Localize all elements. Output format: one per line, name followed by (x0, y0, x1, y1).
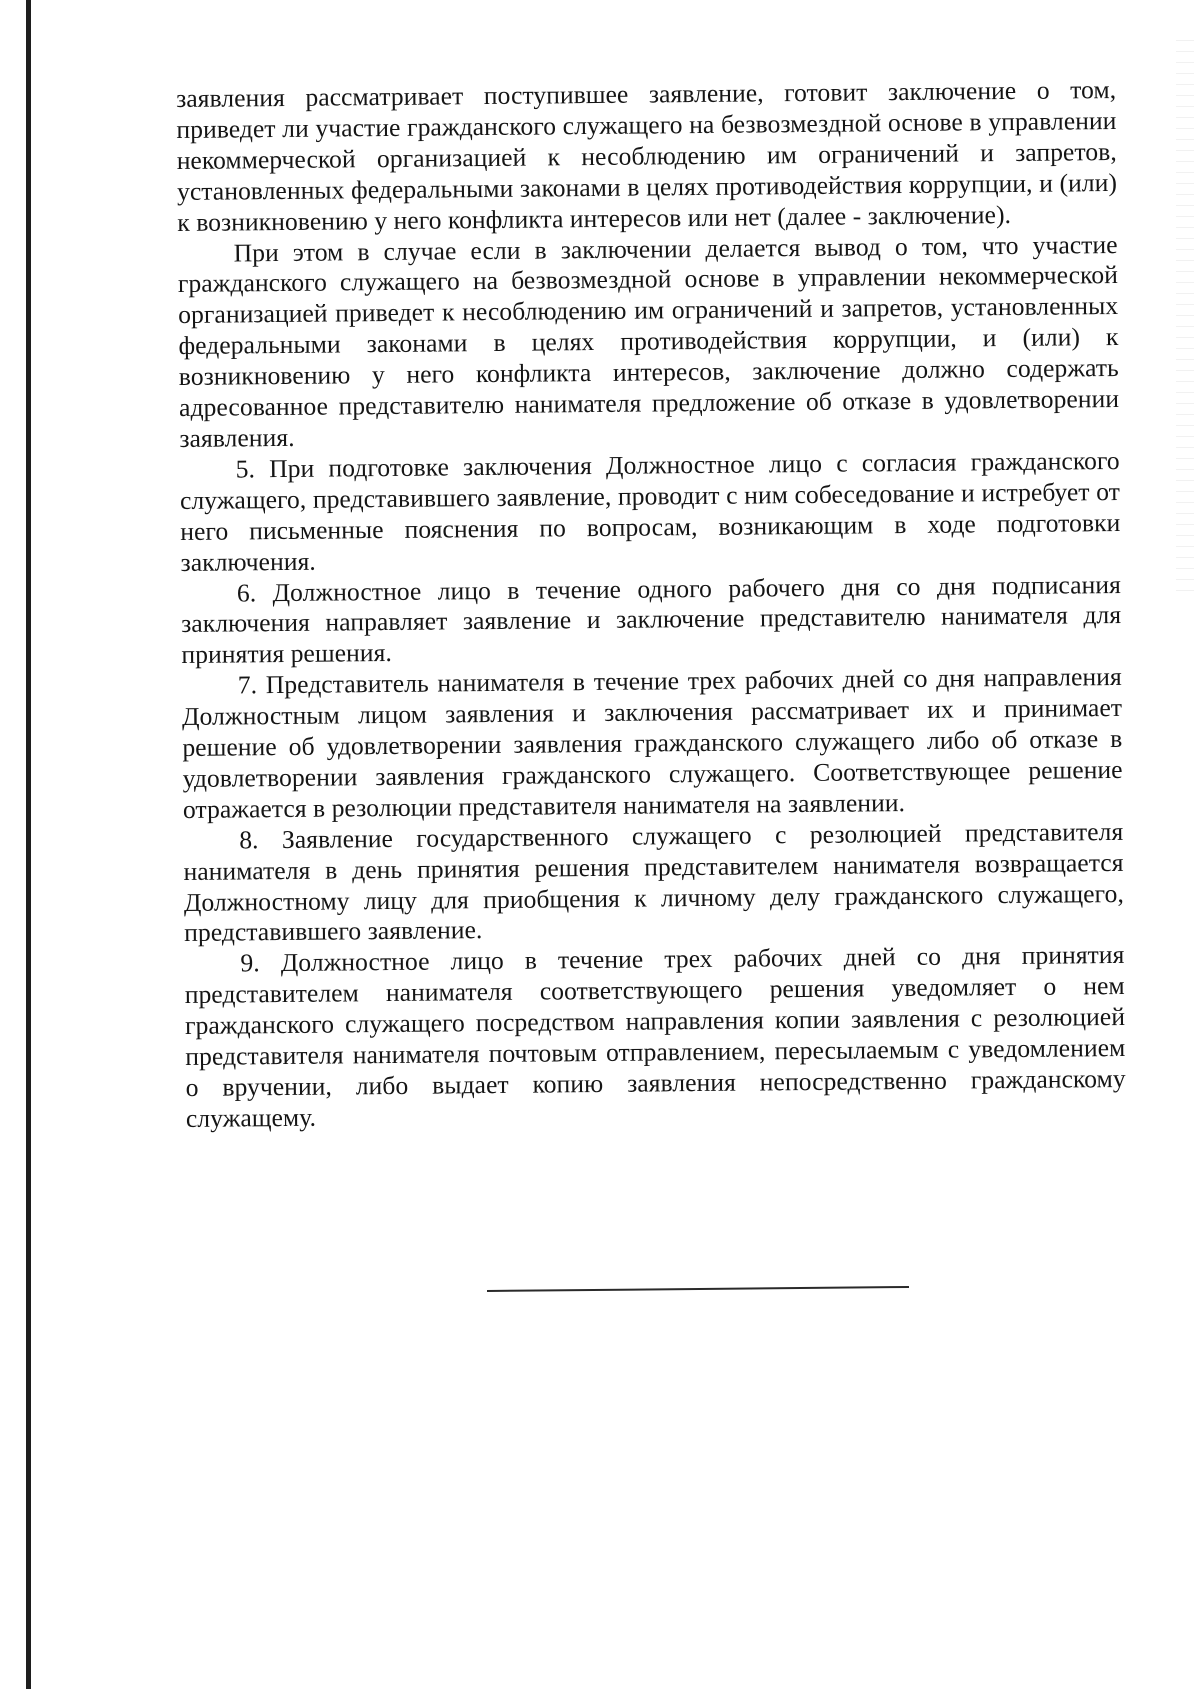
end-rule (487, 1286, 909, 1292)
paragraph-refusal-proposal: При этом в случае если в заключении делается вывод о том, что участие гражданского служащего на безвозмездной основе в управлении некоммерческой организацией приведет к несоблюдению им ограничений и запретов, установленных федеральными законами в целях противодействия коррупции, и (или) к возникновению у него конфликта интересов, заключение должно содержать адресованное представителю нанимателя предложение об отказе в удовлетворении заявления. (177, 229, 1120, 453)
paragraph-item-5: 5. При подготовке заключения Должностное лицо с согласия гражданского служащего, представившего заявление, проводит с ним собеседование и истребует от него письменные пояснения по вопросам, возникающим в ходе подготовки заключения. (179, 445, 1121, 577)
paragraph-continuation: заявления рассматривает поступившее заявление, готовит заключение о том, приведет ли участие гражданского служащего на безвозмездной основе в управлении некоммерческой организацией к несоблюдению им ограничений и запретов, установленных федеральными законами в целях противодействия коррупции, и (или) к возникновению у него конфликта интересов или нет (далее - заключение). (176, 74, 1118, 237)
document-body (176, 75, 1126, 1135)
paragraph-item-7: 7. Представитель нанимателя в течение трех рабочих дней со дня направления Должностным лицом заявления и заключения рассматривает их и принимает решение об удовлетворении заявления гражданского служащего либо об отказе в удовлетворении заявления гражданского служащего. Соответствующее решение отражается в резолюции представителя нанимателя на заявлении. (181, 662, 1123, 824)
scan-left-edge (26, 0, 31, 1689)
paragraph-item-6: 6. Должностное лицо в течение одного рабочего дня со дня подписания заключения направляет заявление и заключение представителю нанимателя для принятия решения. (181, 569, 1122, 670)
scan-right-noise (1176, 40, 1194, 600)
paragraph-item-8: 8. Заявление государственного служащего с резолюцией представителя нанимателя в день принятия решения представителем нанимателя возвращается Должностному лицу для приобщения к личному делу гражданского служащего, представившего заявление. (183, 816, 1124, 948)
paragraph-item-9: 9. Должностное лицо в течение трех рабочих дней со дня принятия представителем нанимателя соответствующего решения уведомляет о нем гражданского служащего посредством направления копии заявления с резолюцией представителя нанимателя почтовым отправлением, пересылаемым с уведомлением о вручении, либо выдает копию заявления непосредственно гражданскому служащему. (184, 940, 1126, 1133)
